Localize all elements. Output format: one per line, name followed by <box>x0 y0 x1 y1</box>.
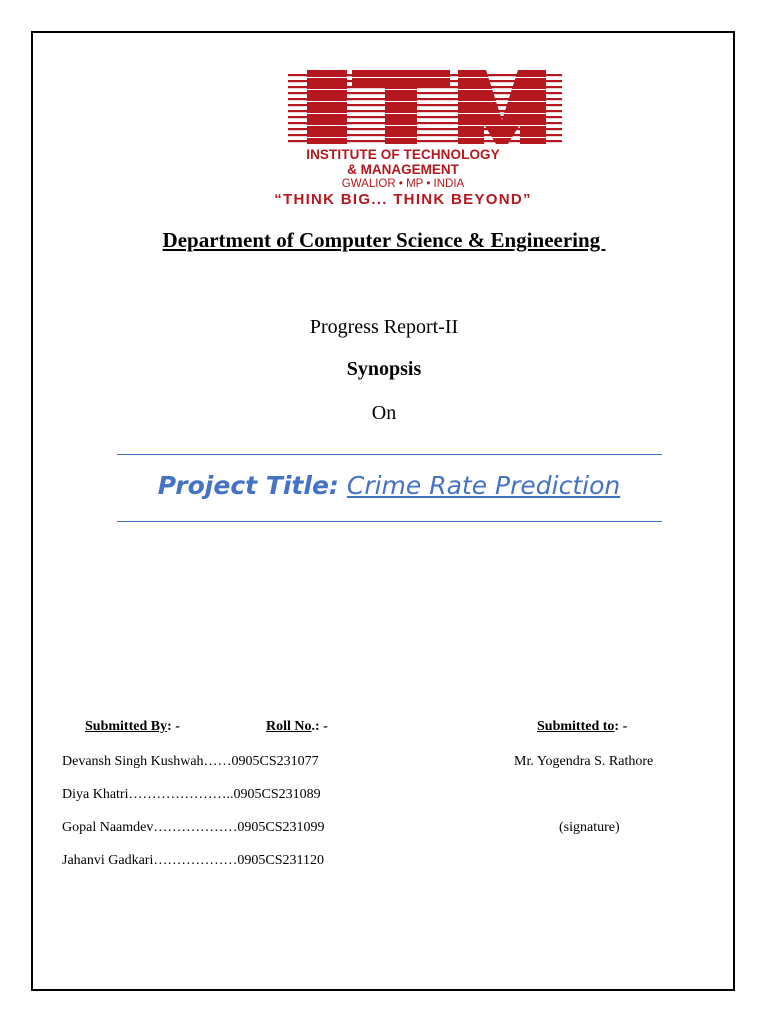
student-row <box>62 754 319 770</box>
student-name: Jahanvi Gadkari <box>62 853 154 868</box>
submitted-to-header <box>537 719 627 735</box>
submitted-by-suffix: : - <box>167 719 180 734</box>
student-roll: 0905CS231077 <box>231 754 319 769</box>
student-name: Gopal Naamdev <box>62 820 154 835</box>
dot-leader: ……………… <box>153 820 238 835</box>
submitted-to-suffix: : - <box>614 719 628 734</box>
signature-placeholder: (signature) <box>559 820 620 835</box>
submitted-by-header <box>85 719 180 735</box>
roll-no-header <box>266 719 328 735</box>
dot-leader: ……………… <box>153 853 238 868</box>
student-row <box>62 853 324 869</box>
department-heading: Department of Computer Science & Engineering <box>162 228 606 252</box>
project-title-label: Project Title: <box>157 471 339 500</box>
synopsis-heading: Synopsis <box>346 358 422 380</box>
itm-logo-mark <box>240 68 566 146</box>
on-label: On <box>371 402 397 424</box>
student-roll: 0905CS231089 <box>233 787 321 802</box>
supervisor-name: Mr. Yogendra S. Rathore <box>514 754 654 769</box>
roll-no-label: Roll No <box>266 719 312 734</box>
student-roll: 0905CS231120 <box>237 853 324 868</box>
project-title-value: Crime Rate Prediction <box>346 471 621 500</box>
project-title <box>0 471 768 500</box>
logo-institute-line: INSTITUTE OF TECHNOLOGY <box>306 147 500 162</box>
itm-logo <box>240 68 566 214</box>
dot-leader: ………………….. <box>128 787 234 802</box>
project-title-rule-top <box>117 454 662 455</box>
project-title-rule-bottom <box>117 521 662 522</box>
roll-no-suffix: .: - <box>311 719 328 734</box>
submitted-by-label: Submitted By <box>85 719 168 734</box>
report-title: Progress Report-II <box>309 316 459 338</box>
student-name: Devansh Singh Kushwah <box>62 754 204 769</box>
logo-location-line: GWALIOR • MP • INDIA <box>341 178 465 190</box>
submitted-to-label: Submitted to <box>537 719 615 734</box>
logo-tagline: “THINK BIG... THINK BEYOND” <box>274 191 532 208</box>
student-row <box>62 787 321 803</box>
student-name: Diya Khatri <box>62 787 129 802</box>
student-row <box>62 820 324 836</box>
logo-management-line: & MANAGEMENT <box>347 162 459 177</box>
dot-leader: …… <box>203 754 232 769</box>
student-roll: 0905CS231099 <box>237 820 325 835</box>
